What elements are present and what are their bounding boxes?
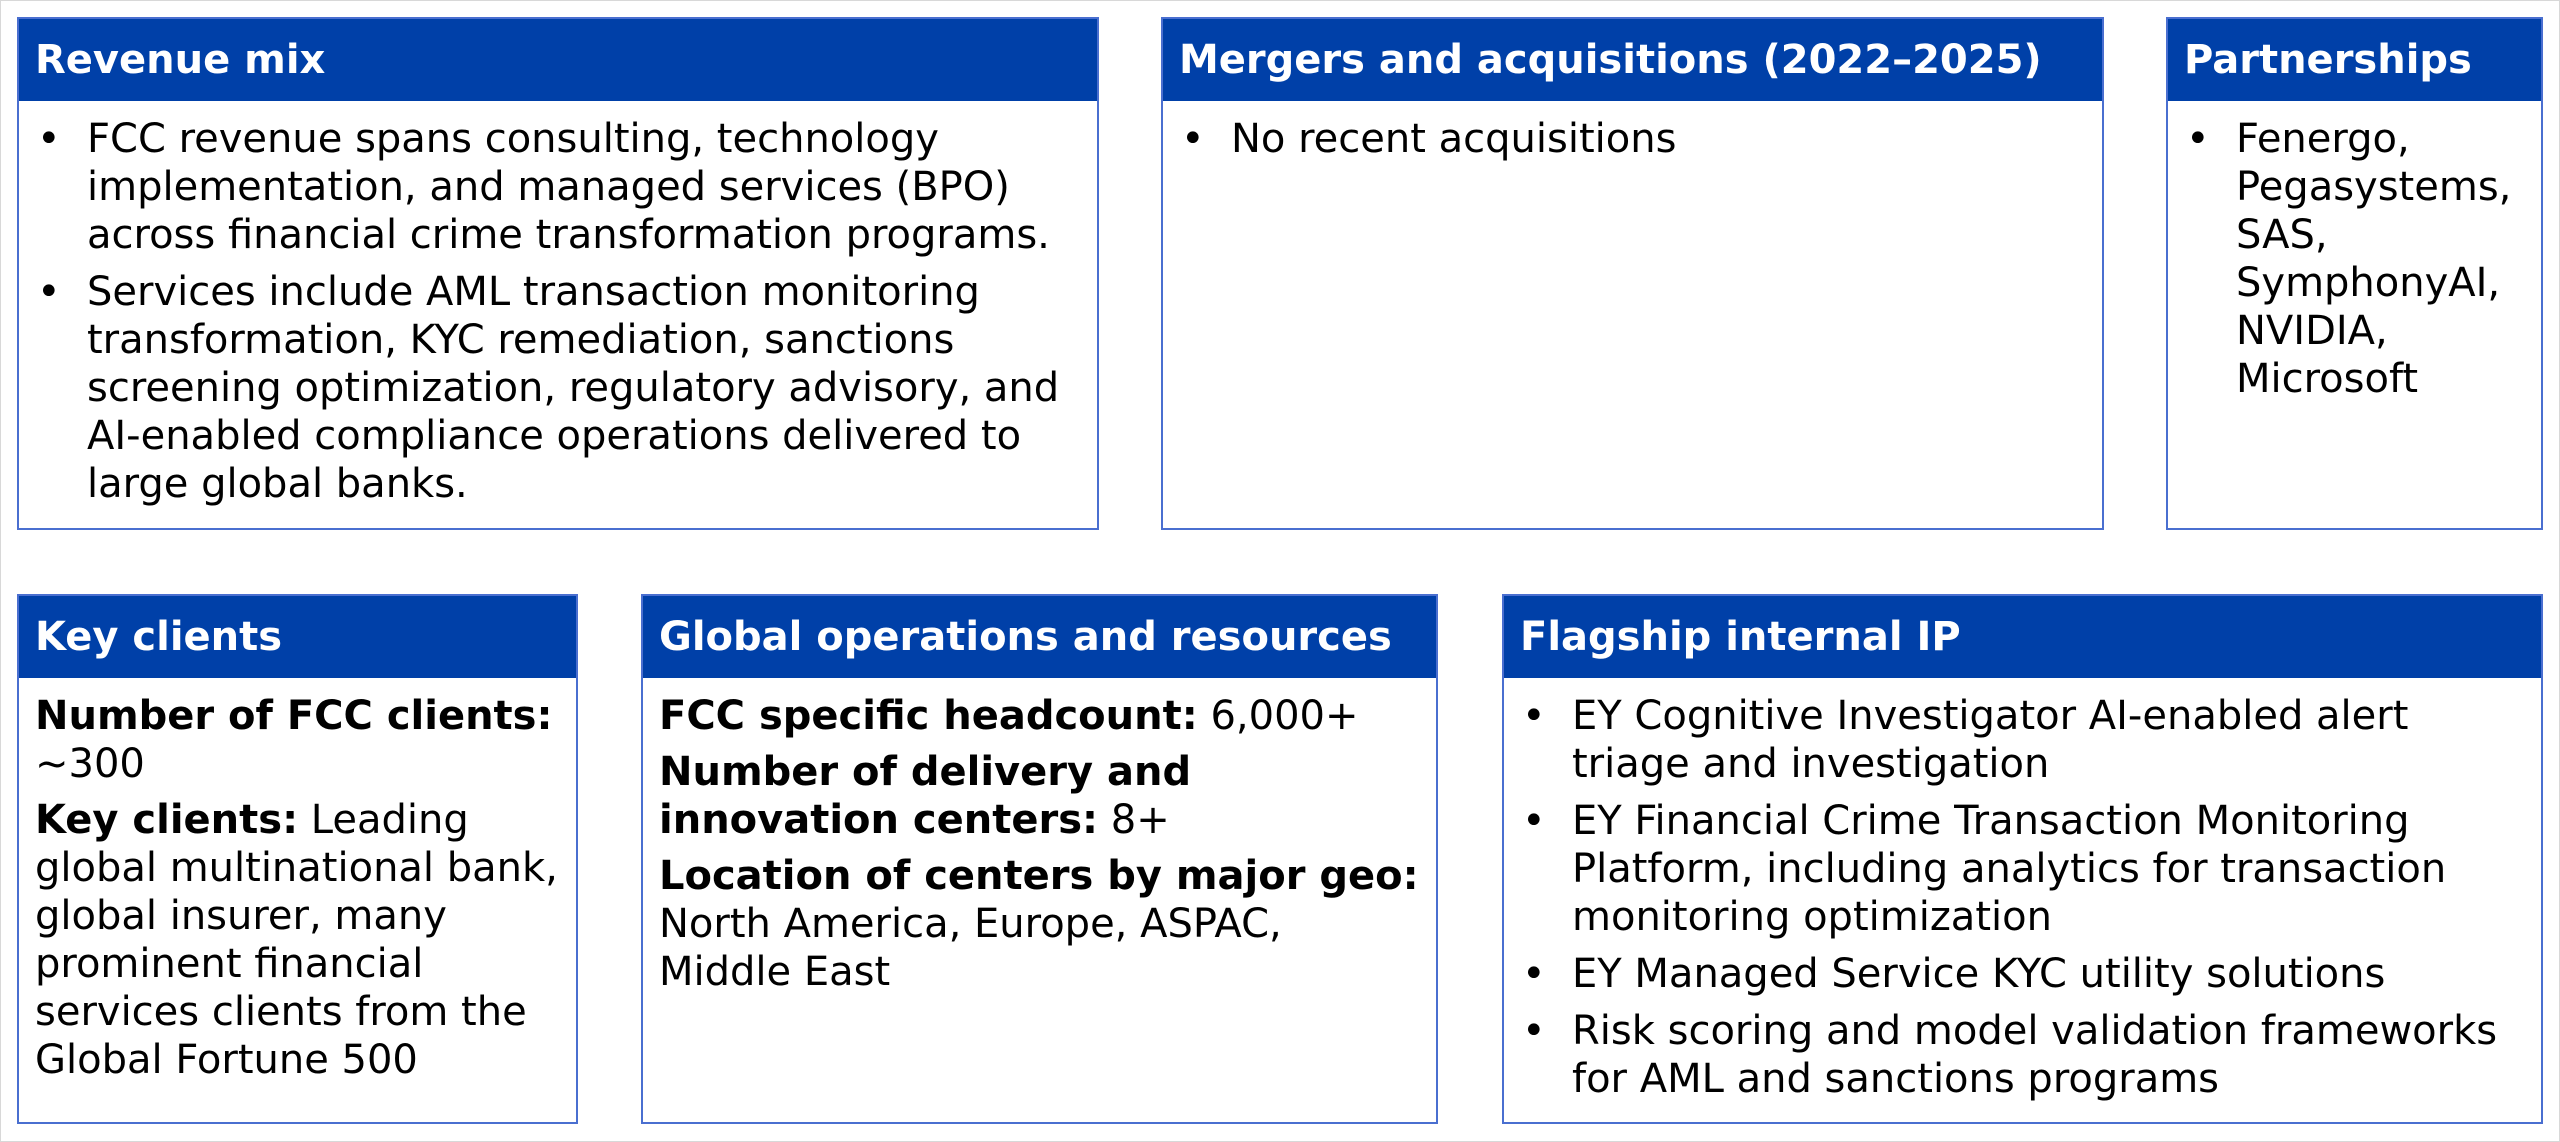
- center-locations: [659, 852, 1420, 996]
- delivery-centers-value: 8+: [1098, 797, 1170, 843]
- global-ops-header: Global operations and resources: [643, 596, 1436, 678]
- revenue-mix-header: Revenue mix: [19, 19, 1097, 101]
- list-item: • EY Cognitive Investigator AI-enabled alert triage and investigation: [1520, 692, 2525, 788]
- list-item: • No recent acquisitions: [1179, 115, 2086, 163]
- fcc-client-count-label: Number of FCC clients:: [35, 693, 553, 739]
- revenue-mix-list: [35, 115, 1081, 508]
- partnerships-body: [2168, 101, 2541, 403]
- list-item: • Services include AML transaction monitoring transformation, KYC remediation, sanctions screening optimization, regulatory advisory, and AI-enabled compliance operations delivered to large global banks.: [35, 268, 1081, 508]
- list-item: • FCC revenue spans consulting, technology implementation, and managed services (BPO) across financial crime transformation programs.: [35, 115, 1081, 259]
- fcc-headcount: [659, 692, 1420, 740]
- flagship-ip-body: [1504, 678, 2541, 1103]
- center-locations-label: Location of centers by major geo:: [659, 853, 1419, 899]
- list-item: • EY Managed Service KYC utility solutions: [1520, 950, 2525, 998]
- flagship-ip-list: [1520, 692, 2525, 1103]
- list-item: • Risk scoring and model validation frameworks for AML and sanctions programs: [1520, 1007, 2525, 1103]
- key-clients-header: Key clients: [19, 596, 576, 678]
- fcc-headcount-label: FCC specific headcount:: [659, 693, 1198, 739]
- list-item: • EY Financial Crime Transaction Monitoring Platform, including analytics for transaction monitoring optimization: [1520, 797, 2525, 941]
- fcc-client-count: [35, 692, 560, 788]
- revenue-mix-body: [19, 101, 1097, 508]
- center-locations-value: North America, Europe, ASPAC, Middle East: [659, 901, 1282, 995]
- partnerships-card: [2166, 17, 2543, 530]
- list-item: • Fenergo, Pegasystems, SAS, SymphonyAI, NVIDIA, Microsoft: [2184, 115, 2525, 403]
- key-clients-list: [35, 796, 560, 1084]
- flagship-ip-header: Flagship internal IP: [1504, 596, 2541, 678]
- global-ops-card: [641, 594, 1438, 1124]
- key-clients-body: [19, 678, 576, 1084]
- fcc-headcount-value: 6,000+: [1197, 693, 1359, 739]
- mergers-card: [1161, 17, 2104, 530]
- key-clients-label: Key clients:: [35, 797, 299, 843]
- key-clients-card: [17, 594, 578, 1124]
- delivery-centers-label: Number of delivery and innovation centers:: [659, 749, 1192, 843]
- delivery-centers: [659, 748, 1420, 844]
- flagship-ip-card: [1502, 594, 2543, 1124]
- fcc-client-count-value: ~300: [35, 741, 145, 787]
- revenue-mix-card: [17, 17, 1099, 530]
- partnerships-header: Partnerships: [2168, 19, 2541, 101]
- mergers-list: [1179, 115, 2086, 163]
- mergers-body: [1163, 101, 2102, 163]
- mergers-header: Mergers and acquisitions (2022–2025): [1163, 19, 2102, 101]
- partnerships-list: [2184, 115, 2525, 403]
- key-clients-value: Leading global multinational bank, global insurer, many prominent financial services clients from the Global Fortune 500: [35, 797, 558, 1083]
- global-ops-body: [643, 678, 1436, 996]
